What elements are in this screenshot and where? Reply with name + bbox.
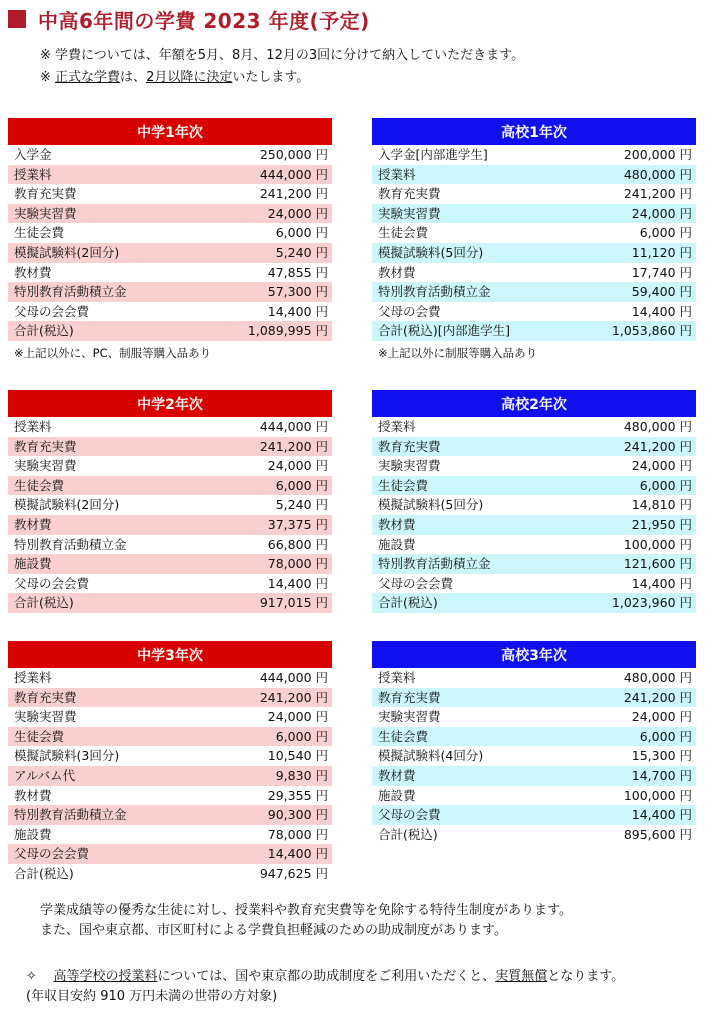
table-row: [8, 786, 332, 806]
table-row: [8, 184, 332, 204]
fee-amount: 14,700 円: [565, 766, 696, 786]
fee-amount: 100,000 円: [623, 787, 692, 803]
table-row: [372, 805, 696, 825]
fee-amount: 5,240 円: [275, 497, 328, 513]
subsidy-note: また、国や東京都、市区町村による学費負担軽減のための助成制度があります。: [40, 923, 507, 938]
fee-amount: 480,000 円: [623, 670, 692, 685]
fee-amount: 444,000 円: [195, 165, 332, 185]
diamond-icon: ✧: [26, 969, 37, 984]
table-row: [8, 707, 332, 727]
fee-label: 実験実習費: [378, 709, 441, 725]
fee-table-ms2: [8, 390, 332, 613]
note-underline-1: 正式な学費: [55, 70, 121, 85]
fee-amount: 6,000 円: [559, 476, 696, 496]
bottom-notes: [26, 967, 624, 1007]
fee-label: 教育充実費: [8, 437, 206, 457]
table-row: [8, 243, 332, 263]
tuition-underline-2: 実質無償: [495, 969, 548, 984]
fee-amount: 14,400 円: [631, 303, 692, 319]
fee-amount: 444,000 円: [259, 670, 328, 685]
table-row: [372, 204, 696, 224]
fee-amount: 241,200 円: [259, 186, 328, 202]
fee-label: 模擬試験料(5回分): [378, 497, 484, 513]
table-row: [8, 165, 332, 185]
fee-amount: 480,000 円: [623, 419, 692, 434]
fee-amount: 6,000 円: [206, 727, 332, 747]
fee-amount: 121,600 円: [559, 554, 696, 574]
table-row: [8, 766, 332, 786]
table-heading: 高校3年次: [372, 641, 696, 668]
fee-label: 生徒会費: [372, 727, 565, 747]
fee-label: 教育充実費: [372, 688, 565, 708]
fee-label: 教育充実費: [8, 688, 206, 708]
fee-label: 模擬試験料(3回分): [14, 748, 120, 764]
fee-amount: 895,600 円: [623, 826, 692, 842]
fee-amount: 17,740 円: [631, 264, 692, 280]
title-square-icon: [8, 10, 26, 28]
fee-amount: 917,015 円: [206, 593, 332, 613]
table-row: [372, 223, 696, 243]
fee-amount: 47,855 円: [267, 264, 328, 280]
fee-label: 模擬試験料(5回分): [372, 243, 570, 263]
fee-label: 合計(税込): [14, 865, 74, 881]
fee-label: 父母の会費: [378, 303, 441, 319]
fee-label: 授業料: [8, 165, 195, 185]
fee-amount: 241,200 円: [559, 437, 696, 457]
table-row: [372, 302, 696, 322]
table-row: [8, 746, 332, 766]
fee-label: 教育充実費: [14, 186, 77, 202]
scholarship-note: 学業成績等の優秀な生徒に対し、授業料や教育充実費等を免除する特待生制度があります。: [40, 903, 572, 918]
fee-label: 生徒会費: [8, 476, 206, 496]
fee-label: 施設費: [8, 554, 206, 574]
table-heading: 中学3年次: [8, 641, 332, 668]
fee-table-ms1: [8, 118, 332, 341]
table-row: [8, 456, 332, 476]
fee-amount: 24,000 円: [570, 204, 696, 224]
table-row: [372, 746, 696, 766]
fee-label: 父母の会会費: [14, 303, 90, 319]
table-row: [372, 321, 696, 341]
table-row: [372, 825, 696, 845]
tuition-free-note: [26, 967, 624, 987]
table-row: [8, 417, 332, 437]
table-row: [372, 437, 696, 457]
table-row: [372, 495, 696, 515]
fee-label: 教材費: [372, 766, 565, 786]
table-row: [372, 727, 696, 747]
table-row: [8, 844, 332, 864]
page-title: 中高6年間の学費 2023 年度(予定): [38, 8, 370, 33]
fee-label: 教育充実費: [378, 186, 441, 202]
table-row: [8, 805, 332, 825]
footnote-hs1: ※上記以外に制服等購入品あり: [378, 346, 538, 360]
table-row: [372, 165, 696, 185]
table-row: [372, 688, 696, 708]
fee-amount: 5,240 円: [195, 243, 332, 263]
table-row: [372, 282, 696, 302]
table-row: [8, 574, 332, 594]
fee-label: 合計(税込): [372, 593, 559, 613]
table-heading: 高校2年次: [372, 390, 696, 417]
fee-amount: 241,200 円: [206, 437, 332, 457]
fee-amount: 6,000 円: [565, 727, 696, 747]
table-row: [8, 495, 332, 515]
table-row: [8, 825, 332, 845]
fee-label: 教材費: [8, 515, 206, 535]
fee-label: 教材費: [372, 515, 559, 535]
fee-label: 教育充実費: [372, 437, 559, 457]
fee-amount: 21,950 円: [559, 515, 696, 535]
fee-label: 特別教育活動積立金: [8, 282, 195, 302]
fee-amount: 14,400 円: [631, 575, 692, 591]
table-heading: 中学1年次: [8, 118, 332, 145]
fee-label: 合計(税込)[内部進学生]: [372, 321, 570, 341]
fee-amount: 6,000 円: [275, 225, 328, 241]
fee-label: 生徒会費: [14, 225, 65, 241]
tuition-underline-1: 高等学校の授業料: [53, 969, 158, 984]
table-row: [372, 668, 696, 688]
fee-amount: 37,375 円: [206, 515, 332, 535]
fee-label: 実験実習費: [14, 458, 77, 474]
table-row: [372, 456, 696, 476]
table-row: [8, 688, 332, 708]
note-decision: [40, 66, 309, 85]
fee-amount: 15,300 円: [631, 748, 692, 764]
fee-label: 教材費: [378, 264, 416, 280]
fee-amount: 947,625 円: [259, 865, 328, 881]
table-row: [372, 243, 696, 263]
fee-label: 特別教育活動積立金: [372, 554, 559, 574]
table-row: [8, 437, 332, 457]
fee-label: 父母の会費: [372, 805, 565, 825]
fee-amount: 1,089,995 円: [195, 321, 332, 341]
fee-label: アルバム代: [8, 766, 206, 786]
fee-amount: 100,000 円: [623, 536, 692, 552]
fee-label: 施設費: [378, 787, 416, 803]
fee-amount: 66,800 円: [267, 536, 328, 552]
fee-label: 授業料: [378, 670, 416, 685]
fee-amount: 241,200 円: [623, 186, 692, 202]
note-text-2: いたします。: [232, 70, 310, 85]
table-row: [8, 515, 332, 535]
table-row: [8, 554, 332, 574]
fee-label: 合計(税込): [8, 593, 206, 613]
fee-table-hs2: [372, 390, 696, 613]
table-row: [8, 302, 332, 322]
fee-amount: 14,400 円: [565, 805, 696, 825]
fee-label: 生徒会費: [8, 727, 206, 747]
fee-amount: 6,000 円: [639, 225, 692, 241]
fee-label: 生徒会費: [378, 225, 429, 241]
table-row: [8, 204, 332, 224]
fee-label: 特別教育活動積立金: [372, 282, 570, 302]
fee-label: 授業料: [378, 419, 416, 434]
fee-amount: 444,000 円: [259, 419, 328, 434]
fee-amount: 90,300 円: [206, 805, 332, 825]
fee-amount: 250,000 円: [259, 147, 328, 162]
table-row: [8, 476, 332, 496]
table-row: [372, 263, 696, 283]
fee-label: 授業料: [372, 165, 570, 185]
fee-label: 実験実習費: [14, 709, 77, 725]
table-row: [372, 593, 696, 613]
tuition-text-2: となります。: [547, 969, 625, 984]
fee-label: 実験実習費: [372, 204, 570, 224]
fee-label: 実験実習費: [8, 204, 195, 224]
fee-label: 模擬試験料(2回分): [8, 243, 195, 263]
table-row: [8, 263, 332, 283]
fee-amount: 6,000 円: [206, 476, 332, 496]
fee-amount: 241,200 円: [565, 688, 696, 708]
fee-amount: 78,000 円: [206, 554, 332, 574]
table-row: [8, 145, 332, 165]
fee-amount: 24,000 円: [631, 709, 692, 725]
fee-label: 特別教育活動積立金: [14, 536, 127, 552]
fee-label: 施設費: [378, 536, 416, 552]
fee-label: 生徒会費: [372, 476, 559, 496]
fee-label: 教材費: [14, 264, 52, 280]
fee-table-hs1: [372, 118, 696, 341]
fee-amount: 9,830 円: [206, 766, 332, 786]
fee-label: 父母の会会費: [14, 575, 90, 591]
fee-table-hs3: [372, 641, 696, 844]
fee-label: 授業料: [14, 670, 52, 685]
note-text-1: は、: [120, 70, 147, 85]
fee-label: 模擬試験料(2回分): [14, 497, 120, 513]
fee-label: 入学金[内部進学生]: [378, 147, 488, 162]
table-row: [372, 476, 696, 496]
table-row: [372, 535, 696, 555]
table-row: [8, 282, 332, 302]
fee-amount: 14,810 円: [631, 497, 692, 513]
table-row: [8, 593, 332, 613]
fee-label: 合計(税込): [8, 321, 195, 341]
tuition-text-1: については、国や東京都の助成制度をご利用いただくと、: [157, 969, 496, 984]
fee-amount: 24,000 円: [631, 458, 692, 474]
fee-label: 施設費: [14, 826, 52, 842]
table-row: [372, 574, 696, 594]
table-row: [372, 554, 696, 574]
fee-amount: 14,400 円: [267, 575, 328, 591]
table-row: [372, 145, 696, 165]
table-heading: 高校1年次: [372, 118, 696, 145]
fee-amount: 78,000 円: [267, 826, 328, 842]
table-row: [8, 535, 332, 555]
fee-amount: 1,023,960 円: [559, 593, 696, 613]
footnote-ms1: ※上記以外に、PC、制服等購入品あり: [14, 346, 212, 360]
fee-label: 父母の会会費: [378, 575, 454, 591]
fee-amount: 14,400 円: [267, 303, 328, 319]
table-row: [372, 184, 696, 204]
fee-label: 父母の会会費: [8, 844, 206, 864]
fee-label: 入学金: [14, 147, 52, 162]
table-row: [372, 417, 696, 437]
table-row: [8, 727, 332, 747]
fee-amount: 14,400 円: [206, 844, 332, 864]
table-row: [8, 223, 332, 243]
fee-amount: 29,355 円: [267, 787, 328, 803]
fee-amount: 1,053,860 円: [570, 321, 696, 341]
table-row: [8, 668, 332, 688]
fee-label: 特別教育活動積立金: [8, 805, 206, 825]
table-row: [372, 707, 696, 727]
fee-amount: 57,300 円: [195, 282, 332, 302]
table-row: [8, 864, 332, 884]
fee-amount: 10,540 円: [267, 748, 328, 764]
fee-amount: 200,000 円: [623, 147, 692, 162]
table-row: [372, 786, 696, 806]
title-row: [8, 4, 370, 34]
fee-amount: 24,000 円: [267, 458, 328, 474]
table-heading: 中学2年次: [8, 390, 332, 417]
fee-label: 授業料: [14, 419, 52, 434]
bottom-text: [40, 901, 572, 941]
fee-label: 模擬試験料(4回分): [378, 748, 484, 764]
fee-label: 実験実習費: [378, 458, 441, 474]
fee-amount: 59,400 円: [570, 282, 696, 302]
fee-amount: 24,000 円: [195, 204, 332, 224]
fee-table-ms3: [8, 641, 332, 884]
income-condition-note: (年収目安約 910 万円未満の世帯の方対象): [26, 989, 278, 1004]
note-mark: ※: [40, 70, 56, 85]
table-row: [8, 321, 332, 341]
fee-amount: 480,000 円: [570, 165, 696, 185]
fee-amount: 24,000 円: [267, 709, 328, 725]
fee-amount: 11,120 円: [570, 243, 696, 263]
note-underline-2: 2月以降に決定: [146, 70, 233, 85]
fee-label: 合計(税込): [378, 826, 438, 842]
fee-amount: 241,200 円: [206, 688, 332, 708]
table-row: [372, 766, 696, 786]
note-payment: ※ 学費については、年額を5月、8月、12月の3回に分けて納入していただきます。: [40, 48, 525, 63]
table-row: [372, 515, 696, 535]
fee-label: 教材費: [14, 787, 52, 803]
